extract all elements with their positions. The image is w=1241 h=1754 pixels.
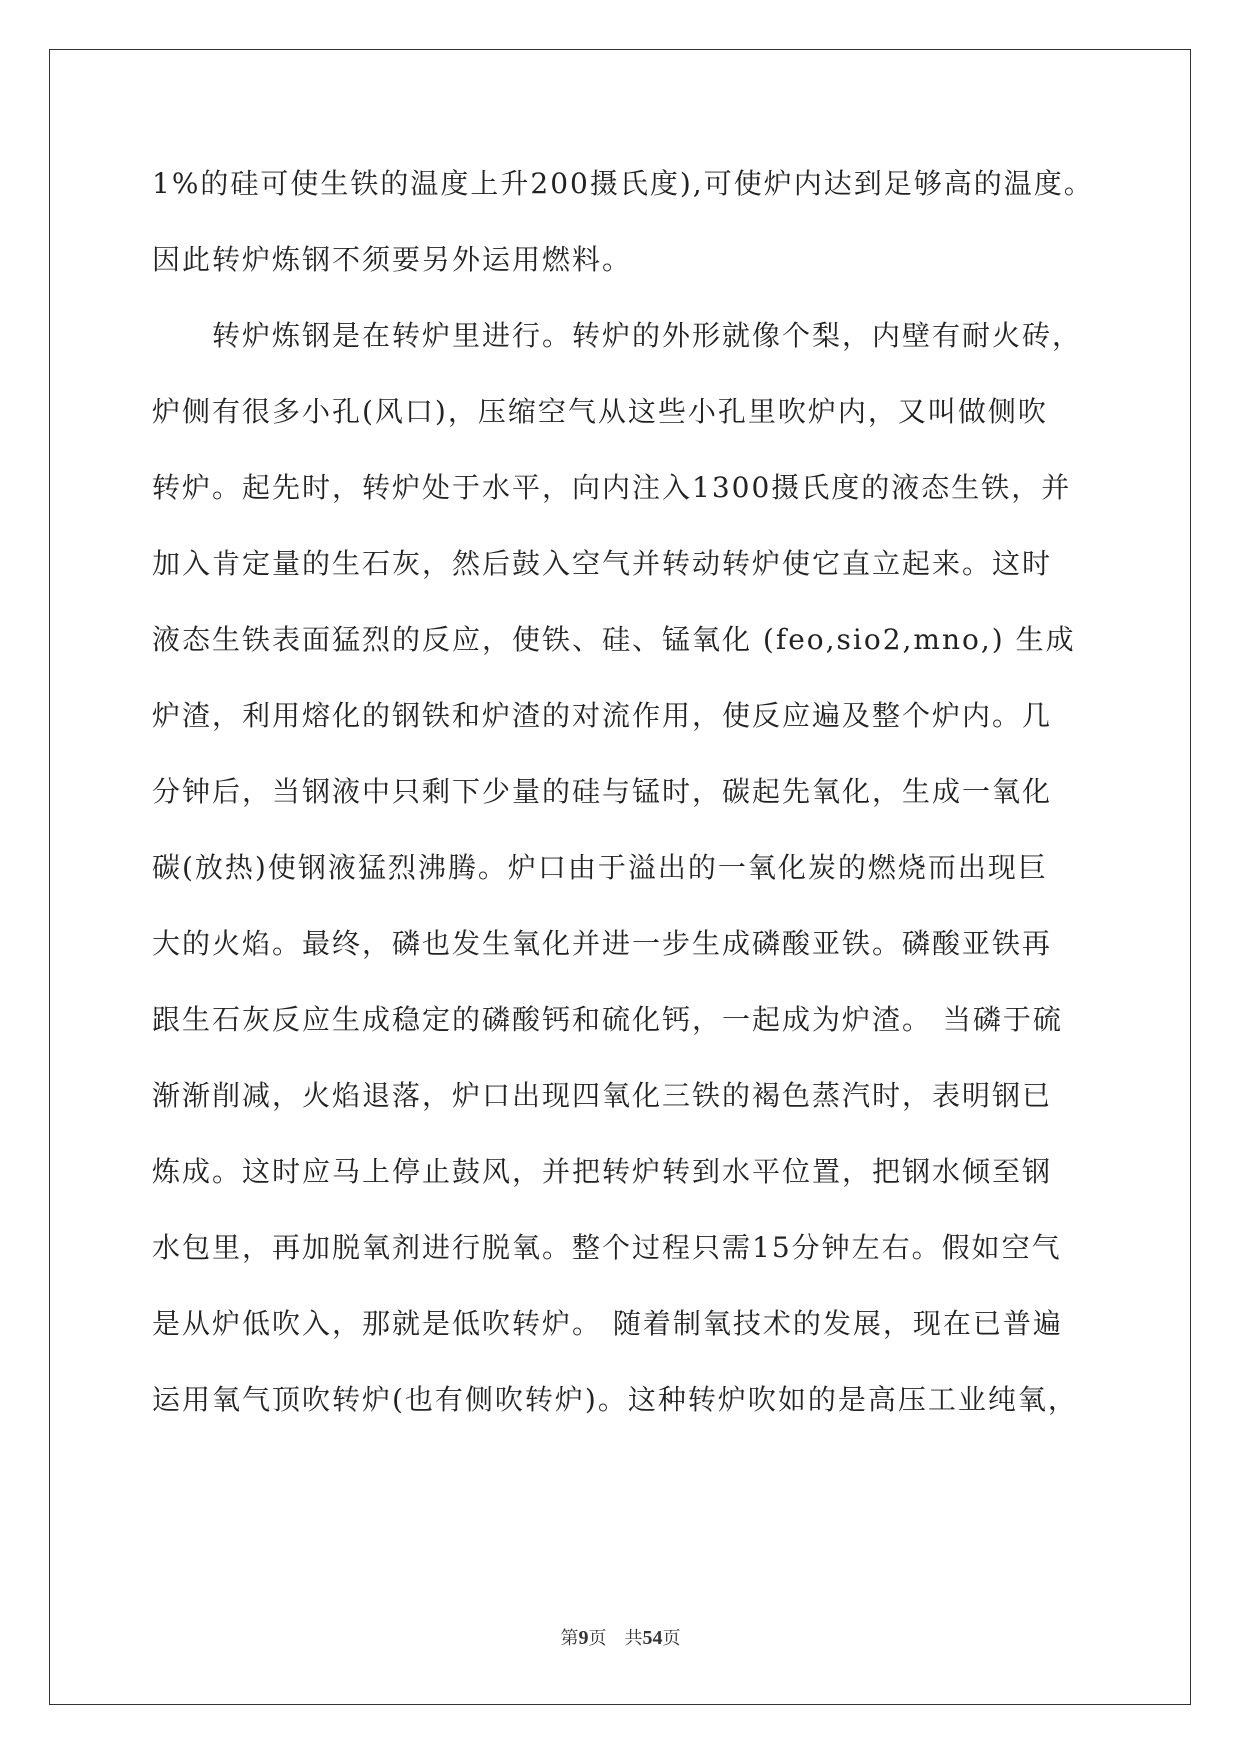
page-footer bbox=[0, 1624, 1241, 1650]
page-suffix: 页 bbox=[588, 1628, 607, 1649]
text-line: 是从炉低吹入，那就是低吹转炉。 随着制氧技术的发展，现在已普遍 bbox=[152, 1307, 1063, 1340]
text-line: 转炉。起先时，转炉处于水平，向内注入1300摄氏度的液态生铁，并 bbox=[152, 471, 1072, 504]
total-prefix: 共 bbox=[624, 1628, 643, 1649]
document-body bbox=[152, 162, 1112, 1454]
text-line: 分钟后，当钢液中只剩下少量的硅与锰时，碳起先氧化，生成一氧化 bbox=[152, 775, 1053, 808]
text-line: 碳(放热)使钢液猛烈沸腾。炉口由于溢出的一氧化炭的燃烧而出现巨 bbox=[152, 851, 1048, 884]
text-line: 因此转炉炼钢不须要另外运用燃料。 bbox=[152, 243, 633, 276]
text-line: 运用氧气顶吹转炉(也有侧吹转炉)。这种转炉吹如的是高压工业纯氧， bbox=[152, 1383, 1078, 1416]
text-line: 液态生铁表面猛烈的反应，使铁、硅、锰氧化 (feo,sio2,mno,) 生成 bbox=[152, 623, 1076, 656]
total-pages: 54 bbox=[642, 1627, 663, 1649]
page-number: 9 bbox=[578, 1627, 589, 1649]
text-line: 炼成。这时应马上停止鼓风，并把转炉转到水平位置，把钢水倾至钢 bbox=[152, 1155, 1053, 1188]
total-suffix: 页 bbox=[662, 1628, 681, 1649]
text-line: 渐渐削减，火焰退落，炉口出现四氧化三铁的褐色蒸汽时，表明钢已 bbox=[152, 1079, 1053, 1112]
text-line: 炉渣，利用熔化的钢铁和炉渣的对流作用，使反应遍及整个炉内。几 bbox=[152, 699, 1053, 732]
page-prefix: 第 bbox=[560, 1628, 579, 1649]
text-line: 大的火焰。最终，磷也发生氧化并进一步生成磷酸亚铁。磷酸亚铁再 bbox=[152, 927, 1053, 960]
text-line: 炉侧有很多小孔(风口)，压缩空气从这些小孔里吹炉内，又叫做侧吹 bbox=[152, 395, 1048, 428]
text-line: 转炉炼钢是在转炉里进行。转炉的外形就像个梨，内壁有耐火砖， bbox=[152, 319, 1083, 352]
text-line: 加入肯定量的生石灰，然后鼓入空气并转动转炉使它直立起来。这时 bbox=[152, 547, 1053, 580]
text-line: 水包里，再加脱氧剂进行脱氧。整个过程只需15分钟左右。假如空气 bbox=[152, 1231, 1062, 1264]
text-line: 1%的硅可使生铁的温度上升200摄氏度),可使炉内达到足够高的温度。 bbox=[152, 167, 1094, 200]
text-line: 跟生石灰反应生成稳定的磷酸钙和硫化钙，一起成为炉渣。 当磷于硫 bbox=[152, 1003, 1063, 1036]
